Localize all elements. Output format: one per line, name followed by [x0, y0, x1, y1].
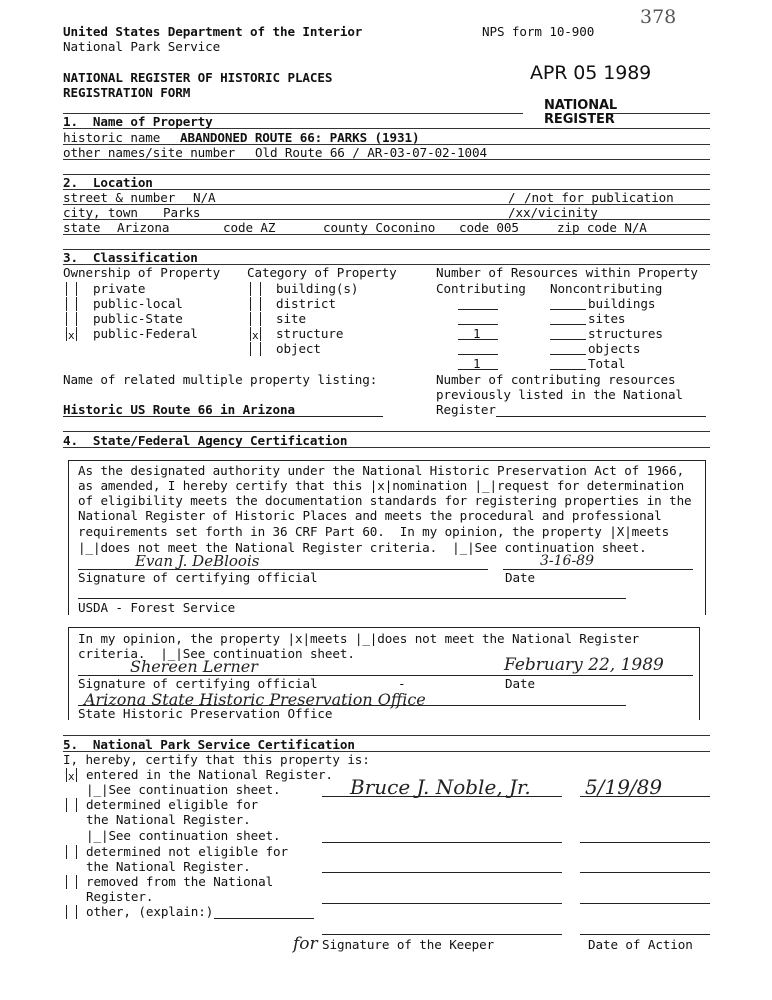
nps-option-label: determined eligible for: [86, 797, 259, 812]
section-3-heading: 3. Classification: [63, 250, 198, 265]
certification-date-handwritten: 3-16-89: [540, 553, 594, 569]
county-code: code 005: [459, 220, 519, 235]
agency-name: United States Department of the Interior: [63, 24, 363, 39]
federal-agency-value: USDA - Forest Service: [78, 600, 236, 615]
category-checkbox[interactable]: x: [250, 327, 261, 341]
other-names-value: Old Route 66 / AR-03-07-02-1004: [255, 145, 487, 160]
previously-listed-blank: [496, 416, 706, 417]
county-field: county Coconino: [323, 220, 436, 235]
divider: [63, 128, 710, 129]
ownership-option-label: public-Federal: [93, 326, 198, 341]
certification-text-line: of eligibility meets the documentation standards for registering properties in the: [78, 493, 692, 508]
category-checkbox[interactable]: [250, 297, 261, 311]
keeper-date-handwritten: 5/19/89: [585, 775, 663, 799]
date-label: Date: [505, 570, 535, 585]
date-of-action-label: Date of Action: [588, 937, 693, 952]
certification-text-line: requirements set forth in 36 CRF Part 60. In my opinion, the property |X|meets: [78, 524, 670, 539]
keeper-date-line: [580, 934, 710, 935]
category-option-label: site: [276, 311, 306, 326]
ownership-checkbox[interactable]: [66, 297, 77, 311]
see-continuation-text: |_|See continuation sheet.: [86, 782, 281, 797]
state-label: state: [63, 220, 101, 235]
state-official-signature: Shereen Lerner: [130, 657, 258, 676]
nps-option-label: determined not eligible for: [86, 844, 289, 859]
divider: [63, 234, 710, 235]
street-value: N/A: [193, 190, 216, 205]
nps-option-checkbox[interactable]: [66, 875, 77, 889]
opinion-text-line: criteria. |_|See continuation sheet.: [78, 646, 355, 661]
keeper-date-line: [580, 903, 710, 904]
resource-total-label: Total: [588, 356, 626, 371]
noncontributing-blank: [550, 354, 586, 355]
nps-option-checkbox[interactable]: [66, 798, 77, 812]
section-4-heading: 4. State/Federal Agency Certification: [63, 433, 348, 448]
received-stamp-line1: NATIONAL: [544, 98, 618, 113]
noncontributing-blank: [550, 324, 586, 325]
handwritten-stamp-number: 378: [640, 6, 677, 28]
keeper-date-line: [580, 872, 710, 873]
multiple-listing-line: [63, 416, 383, 417]
previously-listed-line2: previously listed in the National: [436, 387, 683, 402]
divider: [63, 735, 710, 736]
divider: [63, 159, 710, 160]
see-continuation-text: |_|See continuation sheet.: [86, 828, 281, 843]
street-label: street & number: [63, 190, 176, 205]
ownership-checkbox[interactable]: x: [66, 327, 77, 341]
previously-listed-line3: Register: [436, 402, 496, 417]
contributing-total: 1: [473, 356, 481, 371]
state-office-label: State Historic Preservation Office: [78, 706, 333, 721]
city-value: Parks: [163, 205, 201, 220]
divider: [63, 204, 710, 205]
nps-option-label: entered in the National Register.: [86, 767, 333, 782]
opinion-text-line: In my opinion, the property |x|meets |_|does not meet the National Register: [78, 631, 640, 646]
multiple-listing-value: Historic US Route 66 in Arizona: [63, 402, 295, 417]
contributing-blank: [458, 309, 498, 310]
nps-option-checkbox[interactable]: [66, 845, 77, 859]
for-mark-handwritten: for: [293, 934, 318, 954]
state-office-handwritten: Arizona State Historic Preservation Office: [84, 690, 426, 709]
nps-option-checkbox[interactable]: x: [66, 768, 77, 782]
divider: [63, 431, 710, 432]
state-date-handwritten: February 22, 1989: [504, 655, 664, 675]
date-label: Date: [505, 676, 535, 691]
ownership-option-label: public-local: [93, 296, 183, 311]
category-heading: Category of Property: [247, 265, 397, 280]
contributing-blank: [458, 324, 498, 325]
section-2-heading: 2. Location: [63, 175, 153, 190]
nps-option-label-cont: Register.: [86, 889, 154, 904]
vicinity-field: /xx/vicinity: [508, 205, 598, 220]
contributing-blank: [458, 354, 498, 355]
contributing-heading: Contributing: [436, 281, 526, 296]
section-1-heading: 1. Name of Property: [63, 114, 213, 129]
not-for-publication-label: /not for publication: [524, 190, 674, 205]
ownership-checkbox[interactable]: [66, 312, 77, 326]
dash-mark: -: [398, 676, 406, 691]
keeper-signature-line: [322, 796, 562, 797]
certification-text-line: National Register of Historic Places and meets the procedural and professional: [78, 508, 662, 523]
received-stamp-date: APR 05 1989: [530, 62, 652, 84]
historic-name-value: ABANDONED ROUTE 66: PARKS (1931): [180, 130, 420, 145]
state-value: Arizona: [117, 220, 170, 235]
ownership-checkbox[interactable]: [66, 282, 77, 296]
keeper-signature-line: [322, 872, 562, 873]
agency-line: [78, 598, 626, 599]
nps-intro-text: I, hereby, certify that this property is:: [63, 752, 370, 767]
city-label: city, town: [63, 205, 138, 220]
noncontributing-blank: [550, 339, 586, 340]
signature-label: Signature of certifying official: [78, 676, 318, 691]
resource-row-label: sites: [588, 311, 626, 326]
certification-text-line: |_|does not meet the National Register criteria. |_|See continuation sheet.: [78, 540, 647, 555]
resources-heading: Number of Resources within Property: [436, 265, 698, 280]
certification-text-line: as amended, I hereby certify that this |x|nomination |_|request for determination: [78, 478, 685, 493]
nps-option-label-cont: the National Register.: [86, 859, 251, 874]
previously-listed-line1: Number of contributing resources: [436, 372, 676, 387]
ownership-option-label: private: [93, 281, 146, 296]
not-for-publication-mark: /: [508, 190, 516, 205]
received-stamp-line2: REGISTER: [544, 112, 615, 127]
category-option-label: district: [276, 296, 336, 311]
keeper-signature-line: [322, 842, 562, 843]
zip-code: zip code N/A: [557, 220, 647, 235]
noncontributing-blank: [550, 369, 586, 370]
keeper-signature-line: [322, 903, 562, 904]
resource-row-label: objects: [588, 341, 641, 356]
signature-label: Signature of certifying official: [78, 570, 318, 585]
category-checkbox[interactable]: [250, 312, 261, 326]
form-title: NATIONAL REGISTER OF HISTORIC PLACES: [63, 70, 333, 85]
resource-row-label: structures: [588, 326, 663, 341]
multiple-listing-label: Name of related multiple property listing:: [63, 372, 378, 387]
category-option-label: object: [276, 341, 321, 356]
category-option-label: building(s): [276, 281, 359, 296]
divider: [610, 113, 710, 114]
keeper-date-line: [580, 842, 710, 843]
state-code: code AZ: [223, 220, 276, 235]
certification-text-line: As the designated authority under the National Historic Preservation Act of 1966,: [78, 463, 685, 478]
keeper-signature: Bruce J. Noble, Jr.: [350, 775, 531, 799]
form-subtitle: REGISTRATION FORM: [63, 85, 191, 100]
form-number: NPS form 10-900: [482, 24, 595, 39]
noncontributing-heading: Noncontributing: [550, 281, 663, 296]
category-option-label: structure: [276, 326, 344, 341]
category-checkbox[interactable]: [250, 282, 261, 296]
contributing-value: 1: [473, 326, 481, 341]
ownership-option-label: public-State: [93, 311, 183, 326]
service-name: National Park Service: [63, 39, 221, 54]
other-names-label: other names/site number: [63, 145, 236, 160]
noncontributing-blank: [550, 309, 586, 310]
keeper-date-line: [580, 796, 710, 797]
keeper-signature-line: [322, 934, 562, 935]
divider: [63, 174, 710, 175]
resource-row-label: buildings: [588, 296, 656, 311]
section-5-heading: 5. National Park Service Certification: [63, 737, 355, 752]
nps-option-label-cont: the National Register.: [86, 812, 251, 827]
category-checkbox[interactable]: [250, 342, 261, 356]
keeper-signature-label: Signature of the Keeper: [322, 937, 495, 952]
certifying-official-signature: Evan J. DeBloois: [135, 552, 260, 570]
ownership-heading: Ownership of Property: [63, 265, 221, 280]
nps-option-label: removed from the National: [86, 874, 274, 889]
historic-name-label: historic name: [63, 130, 161, 145]
divider: [63, 447, 710, 448]
nps-option-label: other, (explain:): [86, 904, 214, 919]
nps-option-checkbox[interactable]: [66, 905, 77, 919]
explain-blank: [214, 918, 314, 919]
